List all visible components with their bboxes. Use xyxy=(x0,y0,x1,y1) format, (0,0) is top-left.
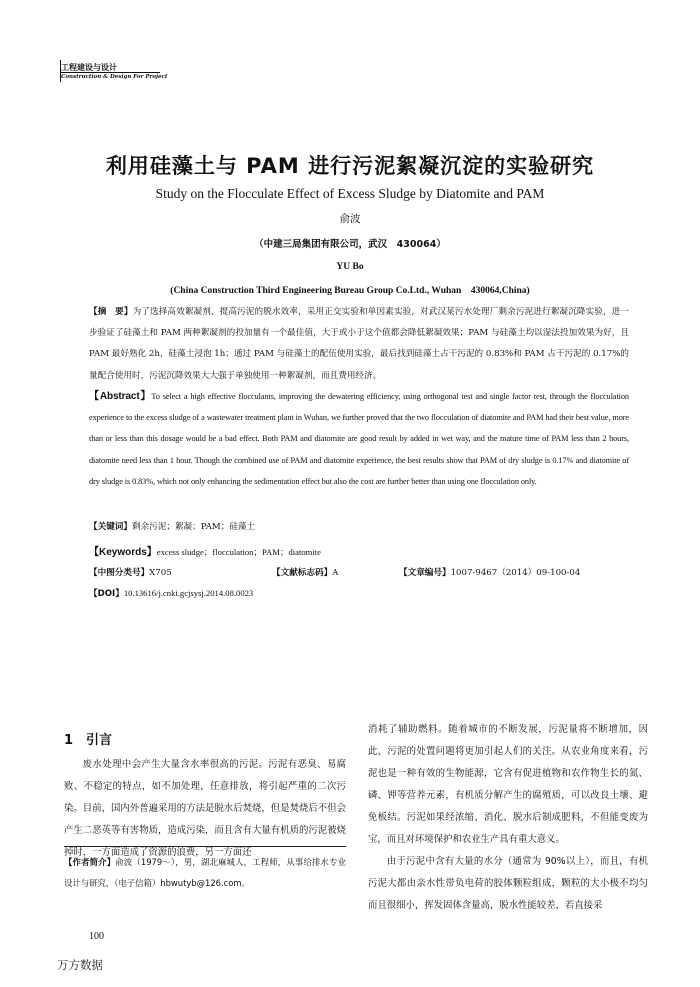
keywords-en-text: excess sludge；flocculation；PAM；diatomite xyxy=(156,547,321,557)
article-number-label: 【文章编号】 xyxy=(399,568,451,578)
right-paragraph-2: 由于污泥中含有大量的水分（通常为 90%以上），而且，有机污泥大都由亲水性带负电荷的胶体颗粒组成，颗粒的大小极不均匀而且很细小，挥发固体含量高，脱水性能较差，若直接采 xyxy=(368,856,648,911)
abstract-en-text: To select a high effective flocculants, improving the dewatering efficiency, using orthogonal test and single factor test, through the flocculation experience to the excess sludge of a wastewater treatment plant in Wuhan, we further proved that the two flocculation of diatomite and PAM had their best value, more than or less than this dosage would be a bad effect. Both PAM and diatomite are good result by added in wet way, and the mature time of PAM less than 2 hours, diatomite need less than 1 hour. Though the combined use of PAM and diatomite experience, the best results show that PAM of dry sludge is 0.17% and diatomite of dry sludge is 0.83%, which not only enhancing the sedimentation effect but also the cost are further better than using one flocculation only. xyxy=(89,392,629,486)
left-column xyxy=(64,754,346,864)
keywords-en-label: 【Keywords】 xyxy=(89,547,157,558)
document-code xyxy=(272,566,338,578)
section-heading: 1 引言 xyxy=(64,733,113,748)
clc-label: 【中图分类号】 xyxy=(89,568,150,578)
watermark: 万方数据 xyxy=(57,958,103,972)
keywords-cn xyxy=(89,520,255,532)
left-paragraph: 废水处理中会产生大量含水率很高的污泥。污泥有恶臭、易腐败、不稳定的特点，如不加处理，任意排放，将引起严重的二次污染。目前，国内外普遍采用的方法是脱水后焚烧，但是焚烧后不但会产生二恶英等有害物质，造成污染，而且含有大量有机质的污泥被烧掉时，一方面造成了资源的浪费，另一方面还 xyxy=(64,759,346,858)
affiliation-en: (China Construction Third Engineering Bureau Group Co.Ltd., Wuhan 430064,China) xyxy=(170,286,530,296)
author-footnote xyxy=(64,852,346,894)
article-number-value: 1007-9467（2014）09-100-04 xyxy=(450,568,581,578)
clc-number xyxy=(89,566,172,578)
right-column xyxy=(368,719,648,917)
footnote-rule xyxy=(64,846,346,847)
abstract-cn xyxy=(89,302,629,387)
abstract-cn-text: 为了选择高效絮凝剂，提高污泥的脱水效率，采用正交实验和单因素实验，对武汉某污水处理厂剩余污泥进行絮凝沉降实验，进一步验证了硅藻土和 PAM 两种絮凝剂的投加量有一个最佳值，大于或小于这个值都会降低絮凝效果；PAM 与硅藻土均以湿法投加效果为好，且 PAM 最好熟化 2h，硅藻土浸泡 1h；通过 PAM 与硅藻土的配伍使用实验，最后找到硅藻土占干污泥的 0.83%和 PAM 占干污泥的 0.17%的量配合使用时，污泥沉降效果大大强于单独使用一种絮凝剂，而且费用经济。 xyxy=(89,307,629,381)
paper-title-en: Study on the Flocculate Effect of Excess Sludge by Diatomite and PAM xyxy=(155,186,545,201)
article-number xyxy=(399,566,580,578)
document-code-label: 【文献标志码】 xyxy=(272,568,333,578)
footnote-label: 【作者简介】 xyxy=(64,857,116,867)
right-paragraph-1: 消耗了辅助燃料。随着城市的不断发展，污泥量将不断增加，因此，污泥的处置问题将更加引起人们的关注。从农业角度来看，污泥也是一种有效的生物能源，它含有促进植物和农作物生长的氮、磷、钾等营养元素，有机质分解产生的腐殖质，可以改良土壤、避免板结。污泥如果经浓缩、消化、脱水后制成肥料，不但能变废为宝，而且对环境保护和农业生产具有重大意义。 xyxy=(368,724,648,845)
journal-subtitle: Construction & Design For Project xyxy=(61,74,168,80)
doi xyxy=(89,587,253,599)
keywords-cn-text: 剩余污泥；絮凝；PAM；硅藻土 xyxy=(131,522,256,532)
paper-title-cn: 利用硅藻土与 PAM 进行污泥絮凝沉淀的实验研究 xyxy=(105,154,595,178)
header-rule xyxy=(60,72,160,73)
doi-label: 【DOI】 xyxy=(89,589,124,599)
keywords-cn-label: 【关键词】 xyxy=(89,522,132,532)
author-cn: 俞波 xyxy=(339,213,361,225)
clc-value: X705 xyxy=(149,568,172,578)
author-en: YU Bo xyxy=(336,262,364,272)
footnote-text: 俞波（1979～），男，湖北麻城人，工程师，从事给排水专业设计与研究，（电子信箱）hbwutyb@126.com。 xyxy=(64,857,346,888)
keywords-en xyxy=(89,543,321,558)
abstract-cn-label: 【摘 要】 xyxy=(89,307,133,317)
doi-value: 10.13616/j.cnki.gcjsysj.2014.08.0023 xyxy=(123,588,254,598)
journal-title: 工程建设与设计 xyxy=(61,63,117,72)
affiliation-cn: （中建三局集团有限公司，武汉 430064） xyxy=(254,239,446,250)
page-number: 100 xyxy=(89,931,104,942)
abstract-en-label: 【Abstract】 xyxy=(89,391,152,402)
document-code-value: A xyxy=(332,568,339,578)
abstract-en xyxy=(89,386,629,492)
